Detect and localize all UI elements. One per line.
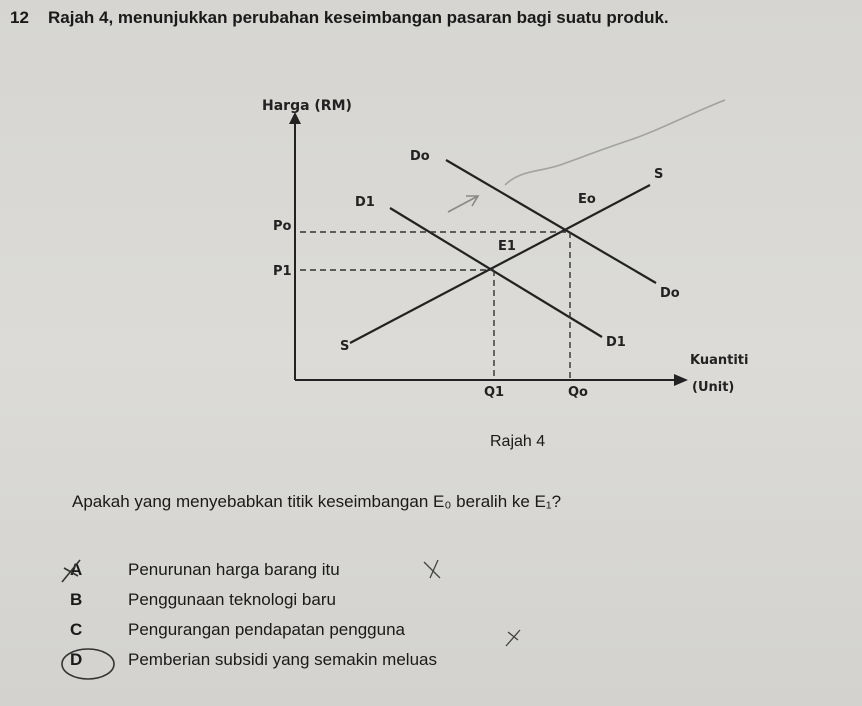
- s-top-label: S: [654, 167, 664, 182]
- s-bottom-label: S: [340, 339, 350, 354]
- option-text: Penurunan harga barang itu: [128, 560, 340, 579]
- question-number: 12: [10, 8, 29, 27]
- x-axis-arrow: [674, 374, 688, 386]
- demand-curve-do: [446, 160, 656, 283]
- option-text: Pengurangan pendapatan pengguna: [128, 620, 405, 639]
- option-text: Penggunaan teknologi baru: [128, 590, 336, 609]
- question-stem: Rajah 4, menunjukkan perubahan keseimbangan pasaran bagi suatu produk.: [48, 8, 669, 27]
- eo-label: Eo: [578, 192, 596, 207]
- option-text: Pemberian subsidi yang semakin meluas: [128, 650, 437, 669]
- y-axis-label: Harga (RM): [262, 98, 352, 114]
- option-letter: B: [70, 590, 83, 609]
- option-letter: D: [70, 650, 83, 669]
- p1-label: P1: [273, 264, 292, 279]
- figure-caption: Rajah 4: [490, 433, 546, 450]
- do-bottom-label: Do: [660, 286, 680, 301]
- x-axis-label-kuantiti: Kuantiti: [690, 353, 749, 368]
- x-axis-label-unit: (Unit): [692, 380, 735, 395]
- q1-label: Q1: [484, 385, 505, 400]
- option-letter: C: [70, 620, 83, 639]
- question-prompt: Apakah yang menyebabkan titik keseimbangan E₀ beralih ke E₁?: [72, 492, 562, 511]
- d1-bottom-label: D1: [606, 335, 626, 350]
- option-letter: A: [70, 560, 83, 579]
- e1-label: E1: [498, 239, 516, 254]
- d1-top-label: D1: [355, 195, 375, 210]
- do-top-label: Do: [410, 149, 430, 164]
- qo-label: Qo: [568, 385, 588, 400]
- supply-curve-s: [350, 185, 650, 343]
- po-label: Po: [273, 219, 292, 234]
